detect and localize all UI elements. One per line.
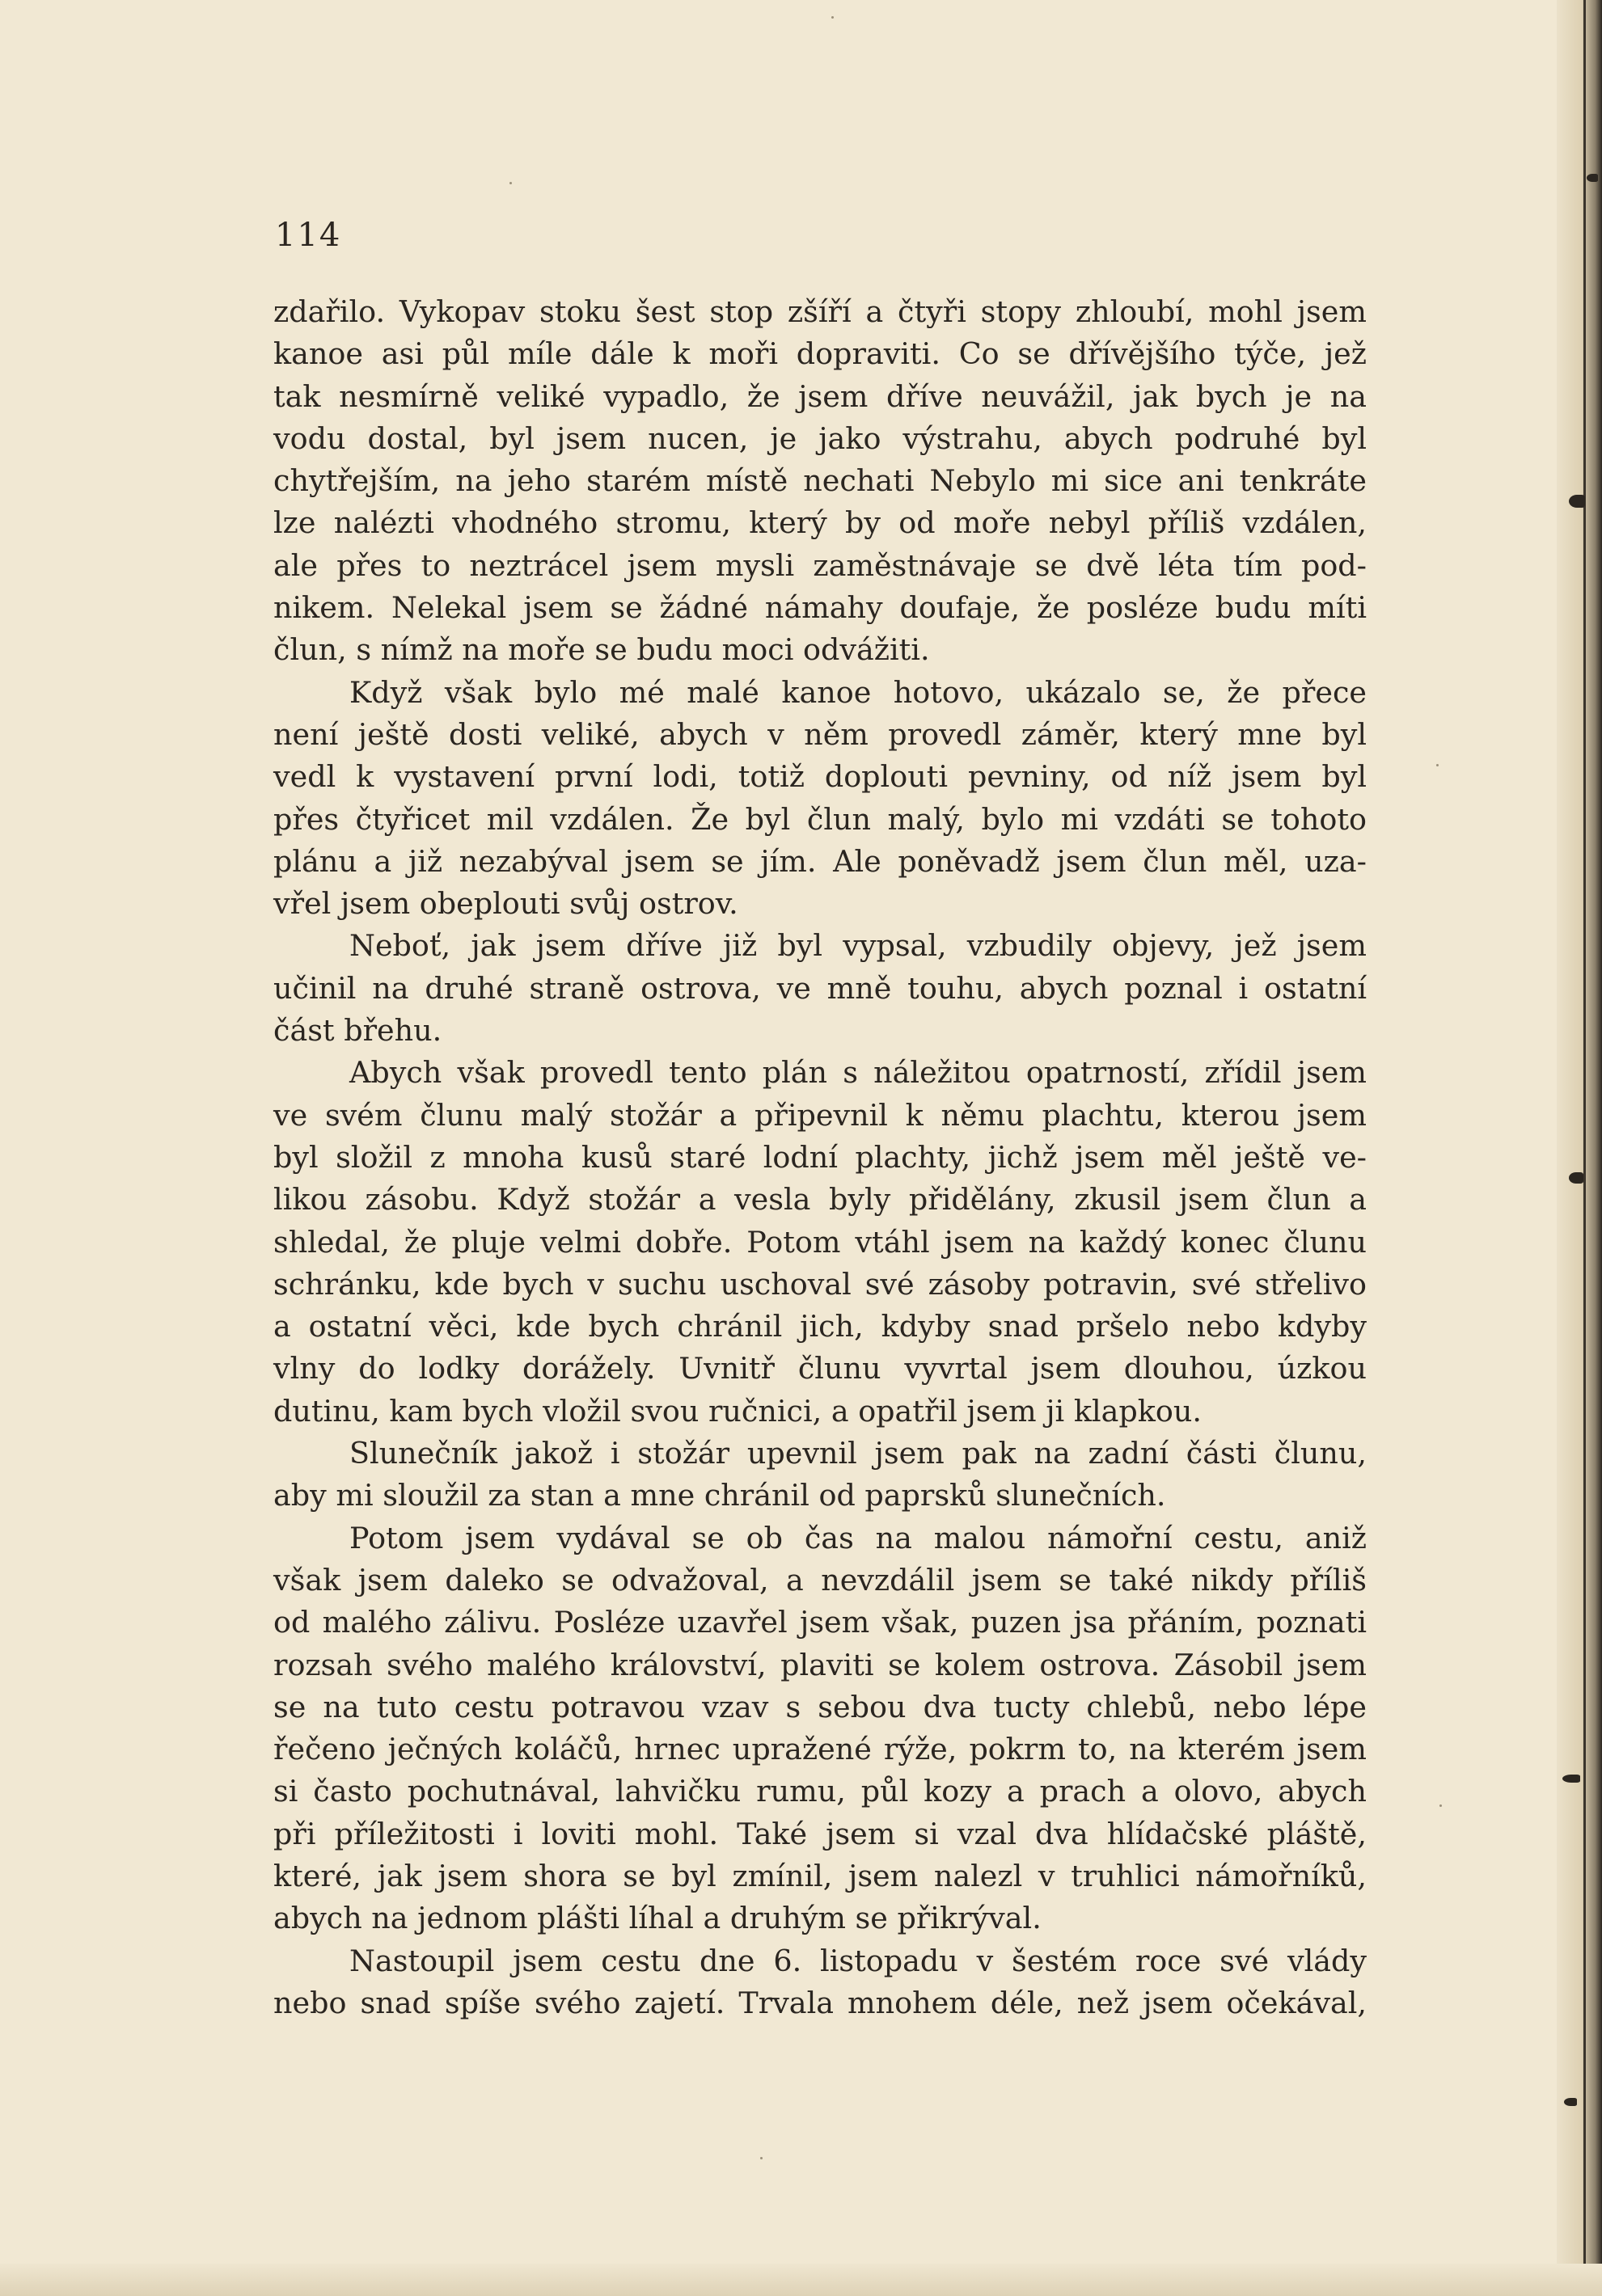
speck [509, 182, 512, 184]
text-line: a ostatní věci, kde bych chránil jich, kdyby snad pršelo nebo kdyby [273, 1309, 1367, 1344]
text-line: se na tuto cestu potravou vzav s sebou dva tucty chlebů, nebo lépe [273, 1689, 1367, 1724]
text-line: si často pochutnával, lahvičku rumu, půl kozy a prach a olovo, abych [273, 1774, 1367, 1809]
text-line: likou zásobu. Když stožár a vesla byly přidělány, zkusil jsem člun a [273, 1182, 1367, 1218]
speck [1439, 1804, 1442, 1807]
text-line: od malého zálivu. Posléze uzavřel jsem však, puzen jsa přáním, poznati [273, 1605, 1367, 1640]
text-line: Potom jsem vydával se ob čas na malou námořní cestu, aniž [349, 1520, 1367, 1555]
page-bottom-edge [0, 2264, 1602, 2296]
text-line: Když však bylo mé malé kanoe hotovo, ukázalo se, že přece [349, 674, 1367, 710]
margin-mark [1562, 1775, 1580, 1783]
paragraph [273, 1433, 1367, 1517]
text-line: řečeno ječných koláčů, hrnec upražené rýže, pokrm to, na kterém jsem [273, 1732, 1367, 1767]
text-line: lze nalézti vhodného stromu, který by od moře nebyl příliš vzdálen, [273, 505, 1367, 541]
text-line: není ještě dosti veliké, abych v něm provedl záměr, který mne byl [273, 716, 1367, 752]
text-line: Abych však provedl tento plán s náležitou opatrností, zřídil jsem [349, 1055, 1367, 1091]
speck [831, 16, 834, 19]
text-line: tak nesmírně veliké vypadlo, že jsem dříve neuvážil, jak bych je na [273, 378, 1367, 414]
paragraph [273, 291, 1367, 672]
text-line: aby mi sloužil za stan a mne chránil od paprsků slunečních. [273, 1478, 1166, 1513]
text-line: kanoe asi půl míle dále k moři dopraviti. Co se dřívějšího týče, jež [273, 336, 1367, 372]
paragraph [273, 1052, 1367, 1433]
text-line: však jsem daleko se odvažoval, a nevzdálil jsem se také nikdy příliš [273, 1562, 1367, 1597]
text-line: schránku, kde bych v suchu uschoval své zásoby potravin, své střelivo [273, 1266, 1367, 1302]
text-line: učinil na druhé straně ostrova, ve mně touhu, abych poznal i ostatní [273, 970, 1367, 1006]
page-number: 114 [275, 217, 342, 254]
text-line: chytřejším, na jeho starém místě nechati Nebylo mi sice ani tenkráte [273, 463, 1367, 499]
margin-mark [1564, 2098, 1577, 2106]
text-line: dutinu, kam bych vložil svou ručnici, a opatřil jsem ji klapkou. [273, 1393, 1202, 1429]
paragraph [273, 925, 1367, 1052]
binding-line [1583, 0, 1586, 2296]
text-line: plánu a již nezabýval jsem se jím. Ale poněvadž jsem člun měl, uza- [273, 843, 1367, 879]
text-line: Neboť, jak jsem dříve již byl vypsal, vzbudily objevy, jež jsem [349, 928, 1367, 964]
text-line: nebo snad spíše svého zajetí. Trvala mnohem déle, než jsem očekával, [273, 1985, 1367, 2020]
body-text [273, 291, 1367, 2024]
text-line: které, jak jsem shora se byl zmínil, jsem nalezl v truhlici námořníků, [273, 1858, 1367, 1893]
text-line: vřel jsem obeplouti svůj ostrov. [273, 886, 738, 922]
text-line: Nastoupil jsem cestu dne 6. listopadu v šestém roce své vlády [349, 1943, 1367, 1978]
text-line: abych na jednom plášti líhal a druhým se přikrýval. [273, 1901, 1042, 1936]
text-line: byl složil z mnoha kusů staré lodní plachty, jichž jsem měl ještě ve- [273, 1139, 1367, 1175]
page-edge-shadow [1557, 0, 1602, 2296]
speck [760, 2157, 763, 2159]
text-line: vodu dostal, byl jsem nucen, je jako výstrahu, abych podruhé byl [273, 420, 1367, 456]
paragraph [273, 1517, 1367, 1940]
text-line: člun, s nímž na moře se budu moci odvážiti. [273, 632, 930, 668]
text-line: rozsah svého malého království, plaviti se kolem ostrova. Zásobil jsem [273, 1647, 1367, 1682]
text-line: Slunečník jakož i stožár upevnil jsem pak na zadní části člunu, [349, 1436, 1367, 1471]
text-line: ve svém člunu malý stožár a připevnil k němu plachtu, kterou jsem [273, 1097, 1367, 1133]
text-line: zdařilo. Vykopav stoku šest stop zšíří a čtyři stopy zhloubí, mohl jsem [273, 294, 1367, 329]
text-line: nikem. Nelekal jsem se žádné námahy doufaje, že posléze budu míti [273, 590, 1367, 626]
margin-mark [1569, 1172, 1583, 1184]
text-line: část břehu. [273, 1013, 442, 1049]
text-line: přes čtyřicet mil vzdálen. Že byl člun malý, bylo mi vzdáti se tohoto [273, 801, 1367, 837]
text-line: shledal, že pluje velmi dobře. Potom vtáhl jsem na každý konec člunu [273, 1224, 1367, 1260]
paragraph [273, 672, 1367, 926]
text-line: ale přes to neztrácel jsem mysli zaměstnávaje se dvě léta tím pod- [273, 547, 1367, 583]
speck [1436, 764, 1439, 766]
text-line: vlny do lodky dorážely. Uvnitř člunu vyvrtal jsem dlouhou, úzkou [273, 1351, 1367, 1386]
text-line: vedl k vystavení první lodi, totiž doplouti pevniny, od níž jsem byl [273, 759, 1367, 795]
paragraph [273, 1940, 1367, 2025]
margin-mark [1587, 174, 1598, 182]
margin-mark [1569, 495, 1585, 508]
text-line: při příležitosti i loviti mohl. Také jsem si vzal dva hlídačské pláště, [273, 1816, 1367, 1851]
